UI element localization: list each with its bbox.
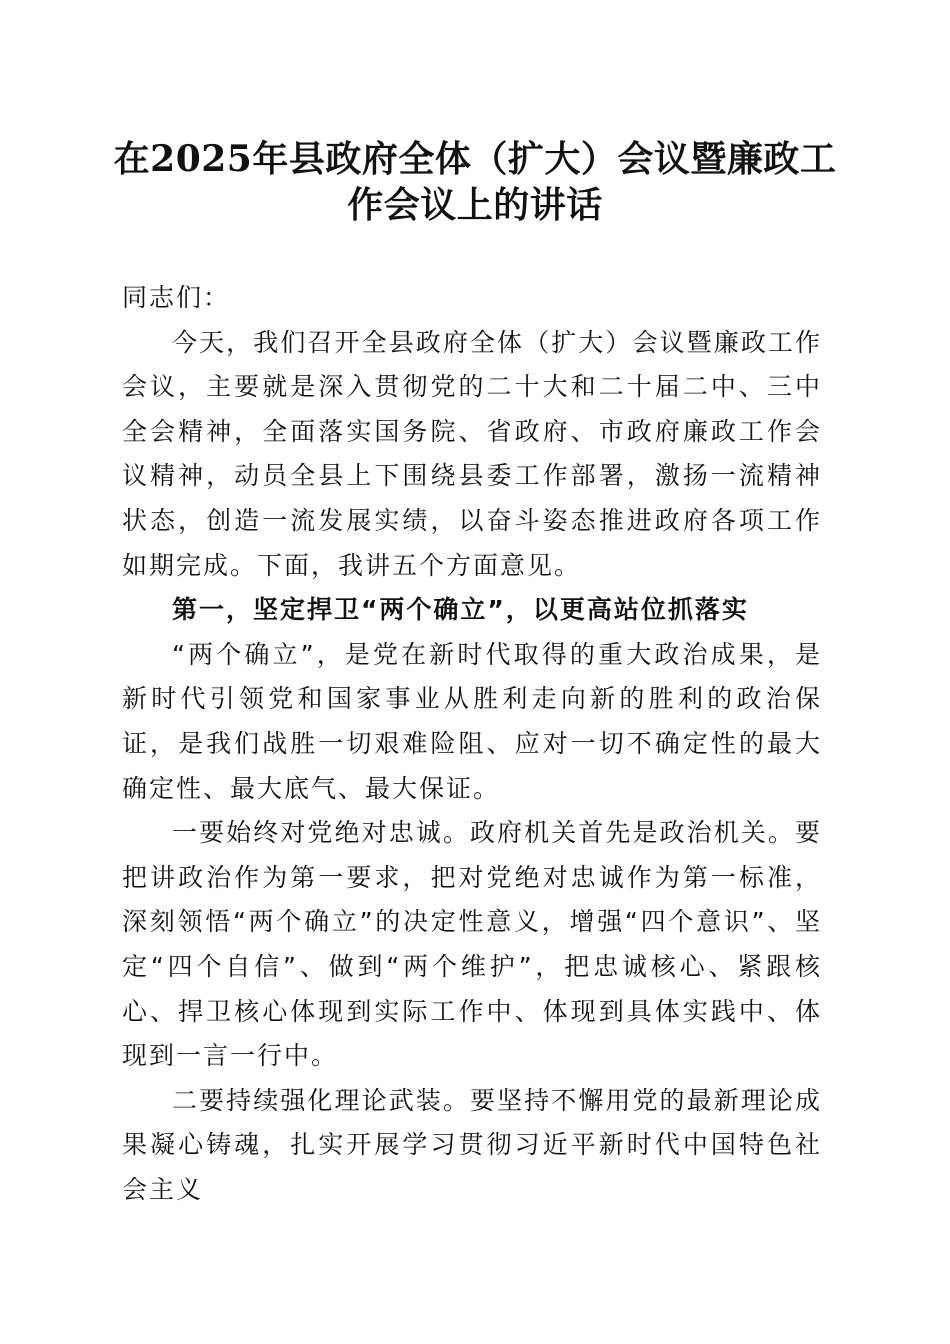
salutation: 同志们： (122, 283, 231, 312)
section-heading-first: 第一，坚定捍卫“两个确立”，以更高站位抓落实 (172, 595, 749, 625)
paragraph-two-establishments: “两个确立”，是党在新时代取得的重大政治成果，是新时代引领党和国家事业从胜利走向新的胜利的政治保证，是我们战胜一切艰难险阻、应对一切不确定性的最大确定性、最大底气、最大保证。 (122, 639, 822, 803)
paragraph-intro: 今天，我们召开全县政府全体（扩大）会议暨廉政工作会议，主要就是深入贯彻党的二十大和二十届二中、三中全会精神，全面落实国务院、省政府、市政府廉政工作会议精神，动员全县上下围绕县委工作部署，激扬一流精神状态，创造一流发展实绩，以奋斗姿态推进政府各项工作如期完成。下面，我讲五个方面意见。 (122, 327, 822, 580)
document-body (122, 276, 822, 1212)
paragraph-loyalty: 一要始终对党绝对忠诚。政府机关首先是政治机关。要把讲政治作为第一要求，把对党绝对忠诚作为第一标准，深刻领悟“两个确立”的决定性意义，增强“四个意识”、坚定“四个自信”、做到“两个维护”，把忠诚核心、紧跟核心、捍卫核心体现到实际工作中、体现到具体实践中、体现到一言一行中。 (122, 818, 822, 1071)
title-line-2: 作会议上的讲话 (347, 184, 603, 226)
title-line-1: 在2025年县政府全体（扩大）会议暨廉政工 (113, 138, 837, 180)
document-title (100, 136, 850, 228)
paragraph-theory: 二要持续强化理论武装。要坚持不懈用党的最新理论成果凝心铸魂，扎实开展学习贯彻习近平新时代中国特色社会主义 (122, 1085, 822, 1204)
